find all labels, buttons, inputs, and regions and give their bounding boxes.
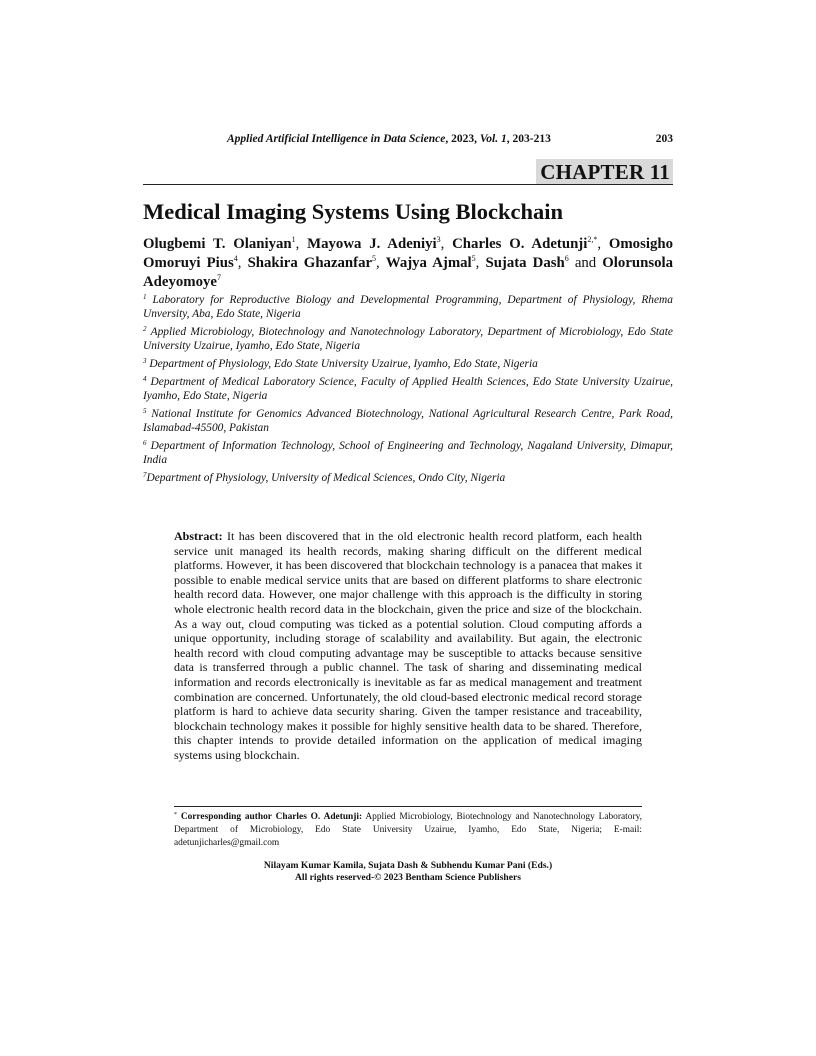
footnote-label: Corresponding author Charles O. Adetunji: <box>180 812 363 822</box>
affiliation-text: Laboratory for Reproductive Biology and Developmental Programming, Department of Physiology, Rhema Unversity, Aba, Edo State, Nigeria <box>143 294 673 320</box>
editors-line: Nilayam Kumar Kamila, Sujata Dash & Subhendu Kumar Pani (Eds.) <box>263 860 553 871</box>
author-list <box>143 235 673 292</box>
author-name: Shakira Ghazanfar <box>247 255 373 271</box>
author-affiliation-mark: 6 <box>564 254 569 263</box>
author-separator: , <box>376 255 386 271</box>
affiliation-number: 6 <box>143 439 147 447</box>
author-name: Olorunsola Adeyomoye <box>143 255 674 290</box>
affiliation-list <box>143 293 673 489</box>
author-affiliation-mark: 7 <box>216 273 221 282</box>
affiliation-number: 5 <box>143 407 147 415</box>
affiliation-item <box>143 325 673 353</box>
footnote-text: Applied Microbiology, Biotechnology and Nanotechnology Laboratory, Department of Microbiology, Edo State University Uzairue, Iyamho, Edo State, Nigeria; E-mail: adetunjicharles@gmail.com <box>174 812 642 848</box>
author-separator: , <box>597 236 609 252</box>
author-separator: , <box>295 236 308 252</box>
journal-volume: Vol. 1 <box>479 133 507 145</box>
author-name: Mayowa J. Adeniyi <box>307 236 437 252</box>
affiliation-text: Department of Physiology, University of Medical Sciences, Ondo City, Nigeria <box>146 472 506 484</box>
author-affiliation-mark: 5 <box>372 254 377 263</box>
affiliation-item <box>143 439 673 467</box>
affiliation-number: 4 <box>143 375 147 383</box>
author-name: Omosigho Omoruyi Pius <box>143 236 673 271</box>
author-affiliation-mark: 2,* <box>587 235 598 244</box>
journal-year: , 2023, <box>445 133 480 145</box>
affiliation-text: Department of Medical Laboratory Science, Faculty of Applied Health Sciences, Edo State University Uzairue, Iyamho, Edo State, Nigeria <box>143 376 673 402</box>
abstract <box>174 529 642 763</box>
author-affiliation-mark: 4 <box>233 254 238 263</box>
author-name: Wajya Ajmal <box>385 255 472 271</box>
author-separator: and <box>568 255 603 271</box>
footnote-marker: * <box>174 812 177 818</box>
affiliation-number: 3 <box>143 357 147 365</box>
affiliation-text: Department of Information Technology, School of Engineering and Technology, Nagaland University, Dimapur, India <box>143 440 673 466</box>
page-number: 203 <box>655 133 673 145</box>
affiliation-text: National Institute for Genomics Advanced Biotechnology, National Agricultural Research Centre, Park Road, Islamabad-45500, Pakistan <box>143 408 673 434</box>
page-title: Medical Imaging Systems Using Blockchain <box>143 199 564 224</box>
corresponding-author-footnote <box>174 811 642 849</box>
chapter-label: CHAPTER 11 <box>536 159 673 184</box>
footnote-divider <box>174 806 642 807</box>
affiliation-number: 7 <box>143 471 147 479</box>
author-separator: , <box>440 236 453 252</box>
affiliation-item <box>143 407 673 435</box>
abstract-text: It has been discovered that in the old electronic health record platform, each health service unit managed its health records, making sharing difficult on the different medical platforms. However, it has been discovered that blockchain technology is a panacea that makes it possible to enable medical service units that are based on different platforms to share electronic health record data. However, one major challenge with this approach is the difficulty in storing whole electronic health record data in the blockchain, given the price and size of the blockchain. As a way out, cloud computing was ticked as a potential solution. Cloud computing affords a unique opportunity, including storage of scalability and availability. But again, the electronic health record with cloud computing advantage may be susceptible to attacks because sensitive data is transferred through a public channel. The task of sharing and disseminating medical information and records electronically is inevitable as far as medical management and treatment combination are concerned. Unfortunately, the old cloud-based electronic medical record storage platform is hard to achieve data security sharing. Given the tamper resistance and traceability, blockchain technology makes it possible for highly sensitive health data to be shared. Therefore, this chapter intends to provide detailed information on the application of medical imaging systems using blockchain. <box>174 529 642 762</box>
affiliation-item <box>143 293 673 321</box>
running-header <box>143 133 673 145</box>
journal-name: Applied Artificial Intelligence in Data Science <box>227 133 446 145</box>
affiliation-text: Applied Microbiology, Biotechnology and Nanotechnology Laboratory, Department of Microbiology, Edo State University Uzairue, Iyamho, Edo State, Nigeria <box>143 326 673 352</box>
abstract-label: Abstract: <box>174 529 223 543</box>
affiliation-text: Department of Physiology, Edo State University Uzairue, Iyamho, Edo State, Nigeria <box>149 358 538 370</box>
author-affiliation-mark: 1 <box>291 235 296 244</box>
publisher-info <box>174 860 642 884</box>
author-separator: , <box>475 255 486 271</box>
author-name: Sujata Dash <box>485 255 565 271</box>
author-separator: , <box>237 255 248 271</box>
affiliation-item <box>143 375 673 403</box>
affiliation-number: 1 <box>143 293 147 301</box>
author-affiliation-mark: 5 <box>471 254 476 263</box>
author-name: Olugbemi T. Olaniyan <box>143 236 292 252</box>
affiliation-item <box>143 471 673 485</box>
affiliation-item <box>143 357 673 371</box>
author-name: Charles O. Adetunji <box>452 236 588 252</box>
author-affiliation-mark: 3 <box>436 235 441 244</box>
affiliation-number: 2 <box>143 325 147 333</box>
chapter-heading <box>143 157 673 185</box>
copyright-line: All rights reserved-© 2023 Bentham Science Publishers <box>294 872 522 883</box>
journal-citation <box>227 133 551 145</box>
journal-pages: , 203-213 <box>506 133 551 145</box>
